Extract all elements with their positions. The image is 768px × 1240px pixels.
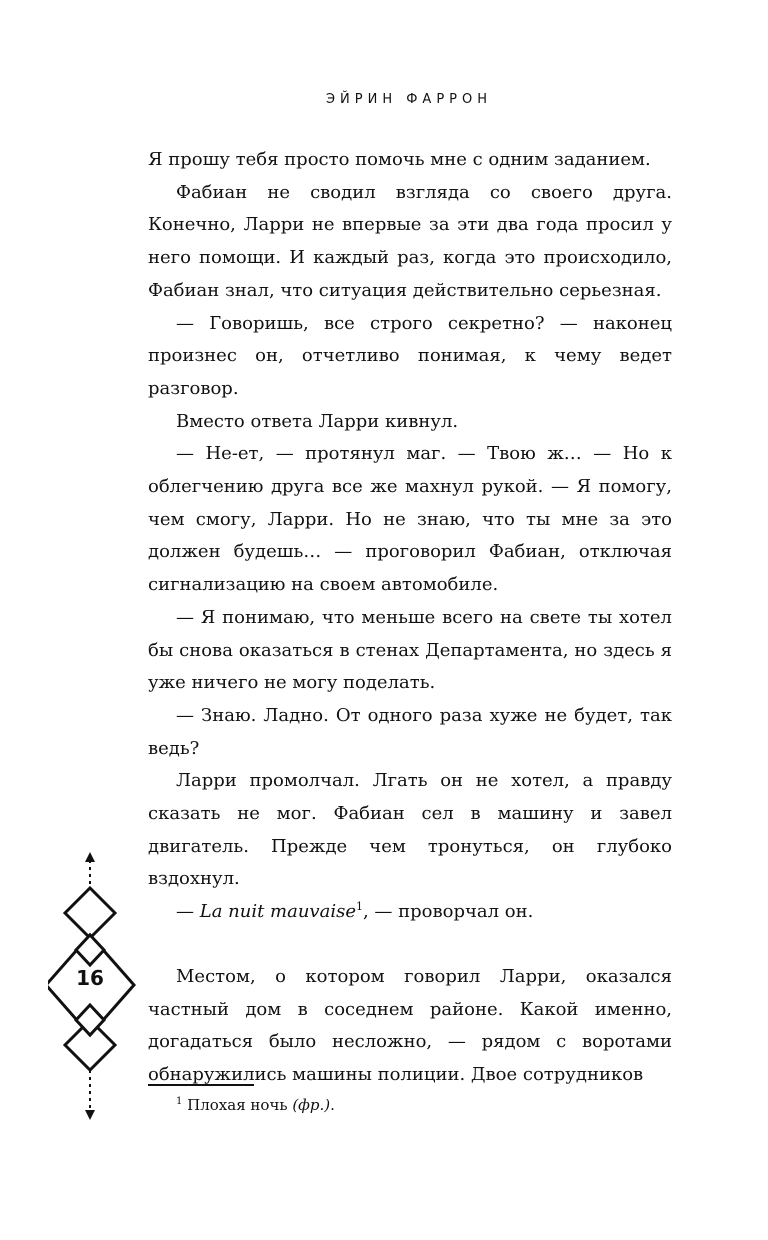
page-body: [148, 144, 672, 1092]
quote-paragraph: [148, 896, 672, 929]
paragraph: — Говоришь, все строго секретно? — наконец произнес он, отчетливо понимая, к чему ведет разговор.: [148, 312, 672, 399]
paragraph: — Не-ет, — протянул маг. — Твою ж… — Но к облегчению друга все же махнул рукой. — Я помогу, чем смогу, Ларри. Но не знаю, что ты мне за это должен будешь… — проговорил Фабиан, отключая сигнализацию на своем автомобиле.: [148, 443, 672, 596]
footnote-language-note: (фр.): [292, 1096, 331, 1114]
footnote-end: .: [330, 1096, 335, 1114]
running-header: ЭЙРИН ФАРРОН: [325, 92, 493, 107]
arrow-down-icon: [85, 1110, 95, 1120]
foreign-phrase: La nuit mauvaise: [199, 901, 356, 923]
paragraph: — Знаю. Ладно. От одного раза хуже не будет, так ведь?: [148, 704, 672, 759]
section-paragraph: Местом, о котором говорил Ларри, оказался частный дом в соседнем районе. Какой именно, догадаться было несложно, — рядом с воротами обнаружились машины полиции. Двое сотрудников: [148, 965, 672, 1085]
page-number: 16: [76, 966, 104, 990]
arrow-up-icon: [85, 852, 95, 862]
paragraph: — Я понимаю, что меньше всего на свете ты хотел бы снова оказаться в стенах Департамента, но здесь я уже ничего не могу поделать.: [148, 606, 672, 694]
paragraph: Вместо ответа Ларри кивнул.: [176, 410, 459, 432]
paragraph: Фабиан не сводил взгляда со своего друга. Конечно, Ларри не впервые за эти два года просил у него помощи. И каждый раз, когда это происходило, Фабиан знал, что ситуация действительно серьезная.: [148, 181, 672, 301]
footnote-marker: 1: [176, 1096, 183, 1107]
quote-tail: , — проворчал он.: [362, 901, 534, 923]
footnote-reference[interactable]: 1: [355, 900, 363, 914]
paragraph: Я прошу тебя просто помочь мне с одним заданием.: [148, 149, 651, 170]
footnote-divider: [148, 1084, 254, 1086]
quote-dash: —: [176, 901, 200, 923]
ornament-diamond-small: [65, 888, 115, 938]
paragraph: Ларри промолчал. Лгать он не хотел, а правду сказать не мог. Фабиан сел в машину и завел двигатель. Прежде чем тронуться, он глубоко вздохнул.: [148, 770, 672, 890]
footnote: [176, 1096, 646, 1114]
footnote-text: Плохая ночь: [187, 1096, 293, 1114]
